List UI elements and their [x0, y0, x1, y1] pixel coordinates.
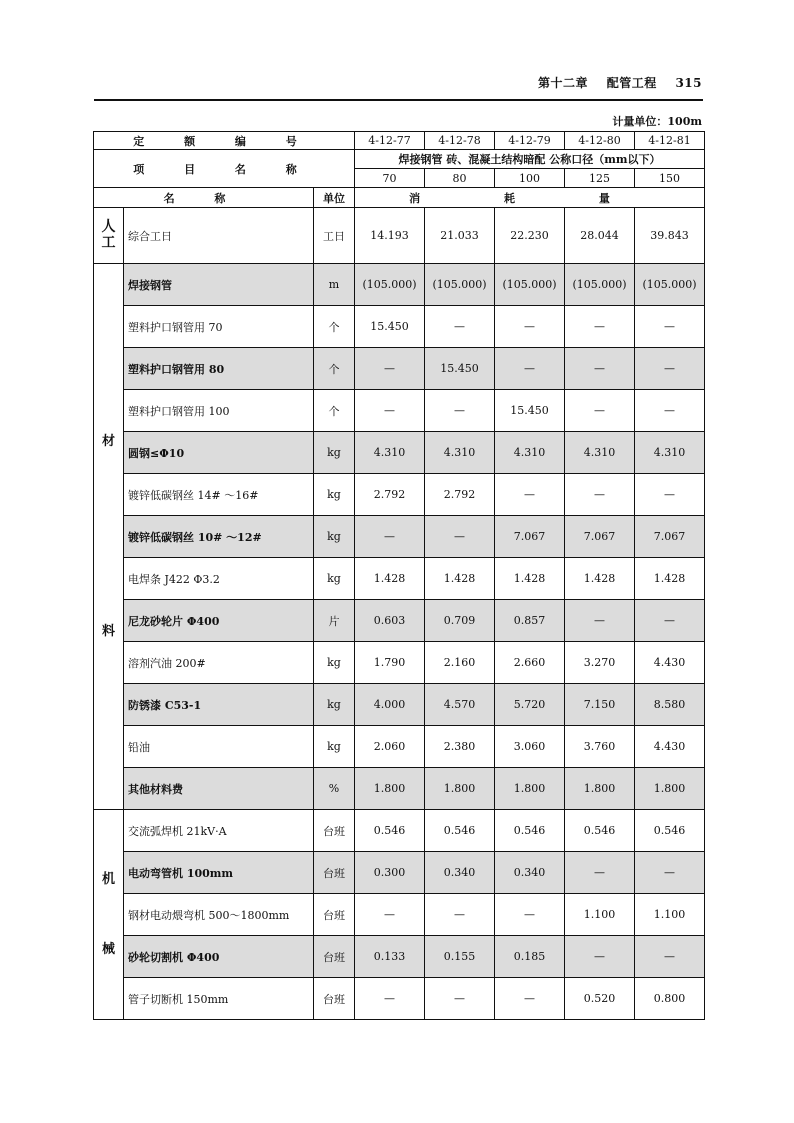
- consumption-value: (105.000): [565, 264, 635, 306]
- consumption-value: 4.570: [425, 684, 495, 726]
- consumption-value: 1.428: [565, 558, 635, 600]
- consumption-value: 1.800: [565, 768, 635, 810]
- item-name: 溶剂汽油 200#: [124, 642, 314, 684]
- consumption-value: 1.100: [565, 894, 635, 936]
- table-row: [94, 810, 705, 852]
- item-unit: kg: [314, 684, 355, 726]
- consumption-value: 4.310: [425, 432, 495, 474]
- consumption-value: 0.546: [355, 810, 425, 852]
- page-number: 315: [675, 76, 702, 90]
- consumption-value: 1.800: [495, 768, 565, 810]
- consumption-value: 0.546: [495, 810, 565, 852]
- item-name: 尼龙砂轮片 Φ400: [124, 600, 314, 642]
- consumption-value: —: [355, 894, 425, 936]
- consumption-value: —: [355, 348, 425, 390]
- item-unit: 台班: [314, 978, 355, 1020]
- consumption-value: 15.450: [355, 306, 425, 348]
- consumption-value: —: [425, 894, 495, 936]
- consumption-value: 4.310: [355, 432, 425, 474]
- consumption-value: —: [495, 894, 565, 936]
- consumption-value: —: [425, 306, 495, 348]
- consumption-value: —: [635, 600, 705, 642]
- table-row: [94, 600, 705, 642]
- item-unit: 片: [314, 600, 355, 642]
- col-name-label: 名 称: [94, 188, 314, 208]
- consumption-value: 0.300: [355, 852, 425, 894]
- chapter-label: 第十二章: [538, 76, 589, 90]
- table-row: [94, 642, 705, 684]
- item-name: 其他材料费: [124, 768, 314, 810]
- consumption-value: 1.100: [635, 894, 705, 936]
- item-name: 管子切断机 150mm: [124, 978, 314, 1020]
- item-name: 圆钢≤Φ10: [124, 432, 314, 474]
- column-header-row: [94, 188, 705, 208]
- consumption-value: 14.193: [355, 208, 425, 264]
- consumption-value: 39.843: [635, 208, 705, 264]
- diameter-cell: 150: [635, 169, 705, 188]
- consumption-value: —: [565, 852, 635, 894]
- col-unit-label: 单位: [314, 188, 355, 208]
- consumption-value: —: [565, 390, 635, 432]
- consumption-value: —: [355, 516, 425, 558]
- item-unit: kg: [314, 558, 355, 600]
- consumption-value: —: [495, 306, 565, 348]
- page-header: [524, 74, 702, 91]
- project-row: [94, 150, 705, 169]
- consumption-value: 2.660: [495, 642, 565, 684]
- item-unit: kg: [314, 432, 355, 474]
- consumption-value: 4.430: [635, 726, 705, 768]
- table-row: [94, 516, 705, 558]
- item-unit: kg: [314, 516, 355, 558]
- consumption-value: 15.450: [425, 348, 495, 390]
- consumption-value: (105.000): [635, 264, 705, 306]
- consumption-value: (105.000): [425, 264, 495, 306]
- consumption-value: 4.000: [355, 684, 425, 726]
- consumption-value: 8.580: [635, 684, 705, 726]
- consumption-value: 1.800: [635, 768, 705, 810]
- consumption-value: 4.310: [635, 432, 705, 474]
- item-unit: 工日: [314, 208, 355, 264]
- item-unit: m: [314, 264, 355, 306]
- consumption-value: 1.800: [355, 768, 425, 810]
- consumption-value: (105.000): [495, 264, 565, 306]
- item-unit: %: [314, 768, 355, 810]
- unit-note: 计量单位：100m: [612, 115, 702, 128]
- consumption-value: 2.160: [425, 642, 495, 684]
- item-name: 综合工日: [124, 208, 314, 264]
- consumption-value: 1.428: [495, 558, 565, 600]
- code-cell: 4-12-81: [635, 132, 705, 150]
- consumption-value: —: [565, 936, 635, 978]
- consumption-value: 28.044: [565, 208, 635, 264]
- section-label: 配管工程: [606, 76, 657, 90]
- consumption-value: 7.067: [565, 516, 635, 558]
- consumption-value: 1.428: [425, 558, 495, 600]
- consumption-value: 21.033: [425, 208, 495, 264]
- code-cell: 4-12-80: [565, 132, 635, 150]
- consumption-value: 0.520: [565, 978, 635, 1020]
- consumption-value: —: [355, 978, 425, 1020]
- diameter-cell: 80: [425, 169, 495, 188]
- consumption-value: 1.428: [635, 558, 705, 600]
- consumption-value: —: [635, 474, 705, 516]
- consumption-value: 0.185: [495, 936, 565, 978]
- consumption-value: 7.067: [495, 516, 565, 558]
- consumption-value: 2.060: [355, 726, 425, 768]
- diameter-cell: 70: [355, 169, 425, 188]
- consumption-value: 0.546: [565, 810, 635, 852]
- consumption-value: 5.720: [495, 684, 565, 726]
- consumption-value: —: [635, 348, 705, 390]
- consumption-value: —: [635, 390, 705, 432]
- group-label: 机械: [94, 810, 124, 1020]
- consumption-value: 0.155: [425, 936, 495, 978]
- diameter-cell: 125: [565, 169, 635, 188]
- item-name: 塑料护口钢管用 80: [124, 348, 314, 390]
- consumption-value: —: [425, 978, 495, 1020]
- table-row: [94, 726, 705, 768]
- item-name: 塑料护口钢管用 100: [124, 390, 314, 432]
- consumption-value: 2.792: [355, 474, 425, 516]
- consumption-value: 1.800: [425, 768, 495, 810]
- table-row: [94, 894, 705, 936]
- item-name: 镀锌低碳钢丝 10# ～12#: [124, 516, 314, 558]
- consumption-value: 0.857: [495, 600, 565, 642]
- project-description: 焊接钢管 砖、混凝土结构暗配 公称口径（mm以下）: [355, 150, 705, 169]
- item-unit: kg: [314, 726, 355, 768]
- group-label: 人工: [94, 208, 124, 264]
- consumption-value: —: [355, 390, 425, 432]
- item-name: 塑料护口钢管用 70: [124, 306, 314, 348]
- table-row: [94, 684, 705, 726]
- item-name: 钢材电动煨弯机 500～1800mm: [124, 894, 314, 936]
- consumption-value: 0.546: [635, 810, 705, 852]
- table-row: [94, 348, 705, 390]
- table-row: [94, 390, 705, 432]
- item-unit: 台班: [314, 852, 355, 894]
- col-consumption-label: 消 耗 量: [355, 188, 705, 208]
- table-row: [94, 852, 705, 894]
- consumption-value: (105.000): [355, 264, 425, 306]
- code-cell: 4-12-78: [425, 132, 495, 150]
- consumption-value: 0.546: [425, 810, 495, 852]
- consumption-value: 22.230: [495, 208, 565, 264]
- consumption-value: 0.340: [425, 852, 495, 894]
- consumption-value: 2.792: [425, 474, 495, 516]
- item-name: 镀锌低碳钢丝 14# ～16#: [124, 474, 314, 516]
- table-row: [94, 558, 705, 600]
- consumption-value: 7.150: [565, 684, 635, 726]
- item-unit: 个: [314, 306, 355, 348]
- consumption-value: —: [495, 348, 565, 390]
- consumption-value: 4.430: [635, 642, 705, 684]
- item-unit: 个: [314, 348, 355, 390]
- group-label: 材料: [94, 264, 124, 810]
- consumption-value: —: [495, 474, 565, 516]
- item-name: 砂轮切割机 Φ400: [124, 936, 314, 978]
- consumption-value: 3.060: [495, 726, 565, 768]
- table-row: [94, 208, 705, 264]
- project-name-label: 项 目 名 称: [94, 150, 355, 188]
- consumption-value: 0.709: [425, 600, 495, 642]
- item-name: 铅油: [124, 726, 314, 768]
- consumption-value: 7.067: [635, 516, 705, 558]
- consumption-value: 0.603: [355, 600, 425, 642]
- table-row: [94, 306, 705, 348]
- item-unit: 台班: [314, 936, 355, 978]
- consumption-value: —: [565, 600, 635, 642]
- header-rule: [94, 99, 703, 101]
- consumption-value: —: [425, 516, 495, 558]
- code-cell: 4-12-79: [495, 132, 565, 150]
- code-row: [94, 132, 705, 150]
- consumption-value: 0.133: [355, 936, 425, 978]
- consumption-value: 3.270: [565, 642, 635, 684]
- item-name: 电焊条 J422 Φ3.2: [124, 558, 314, 600]
- consumption-value: —: [635, 936, 705, 978]
- consumption-value: —: [635, 852, 705, 894]
- consumption-value: 3.760: [565, 726, 635, 768]
- consumption-value: 4.310: [495, 432, 565, 474]
- item-unit: 台班: [314, 810, 355, 852]
- consumption-value: 1.428: [355, 558, 425, 600]
- table-row: [94, 474, 705, 516]
- consumption-value: 1.790: [355, 642, 425, 684]
- consumption-value: —: [635, 306, 705, 348]
- consumption-value: —: [565, 306, 635, 348]
- item-name: 防锈漆 C53-1: [124, 684, 314, 726]
- item-name: 焊接钢管: [124, 264, 314, 306]
- item-unit: 台班: [314, 894, 355, 936]
- consumption-value: 0.800: [635, 978, 705, 1020]
- item-unit: kg: [314, 474, 355, 516]
- consumption-value: 4.310: [565, 432, 635, 474]
- diameter-cell: 100: [495, 169, 565, 188]
- consumption-value: —: [565, 348, 635, 390]
- item-name: 交流弧焊机 21kV·A: [124, 810, 314, 852]
- table-row: [94, 768, 705, 810]
- table-row: [94, 432, 705, 474]
- item-unit: 个: [314, 390, 355, 432]
- item-name: 电动弯管机 100mm: [124, 852, 314, 894]
- code-cell: 4-12-77: [355, 132, 425, 150]
- consumption-value: 15.450: [495, 390, 565, 432]
- quota-table: [93, 131, 705, 1020]
- consumption-value: —: [425, 390, 495, 432]
- table-row: [94, 936, 705, 978]
- item-unit: kg: [314, 642, 355, 684]
- consumption-value: 2.380: [425, 726, 495, 768]
- quota-code-label: 定 额 编 号: [94, 132, 355, 150]
- table-row: [94, 978, 705, 1020]
- consumption-value: 0.340: [495, 852, 565, 894]
- consumption-value: —: [495, 978, 565, 1020]
- table-row: [94, 264, 705, 306]
- consumption-value: —: [565, 474, 635, 516]
